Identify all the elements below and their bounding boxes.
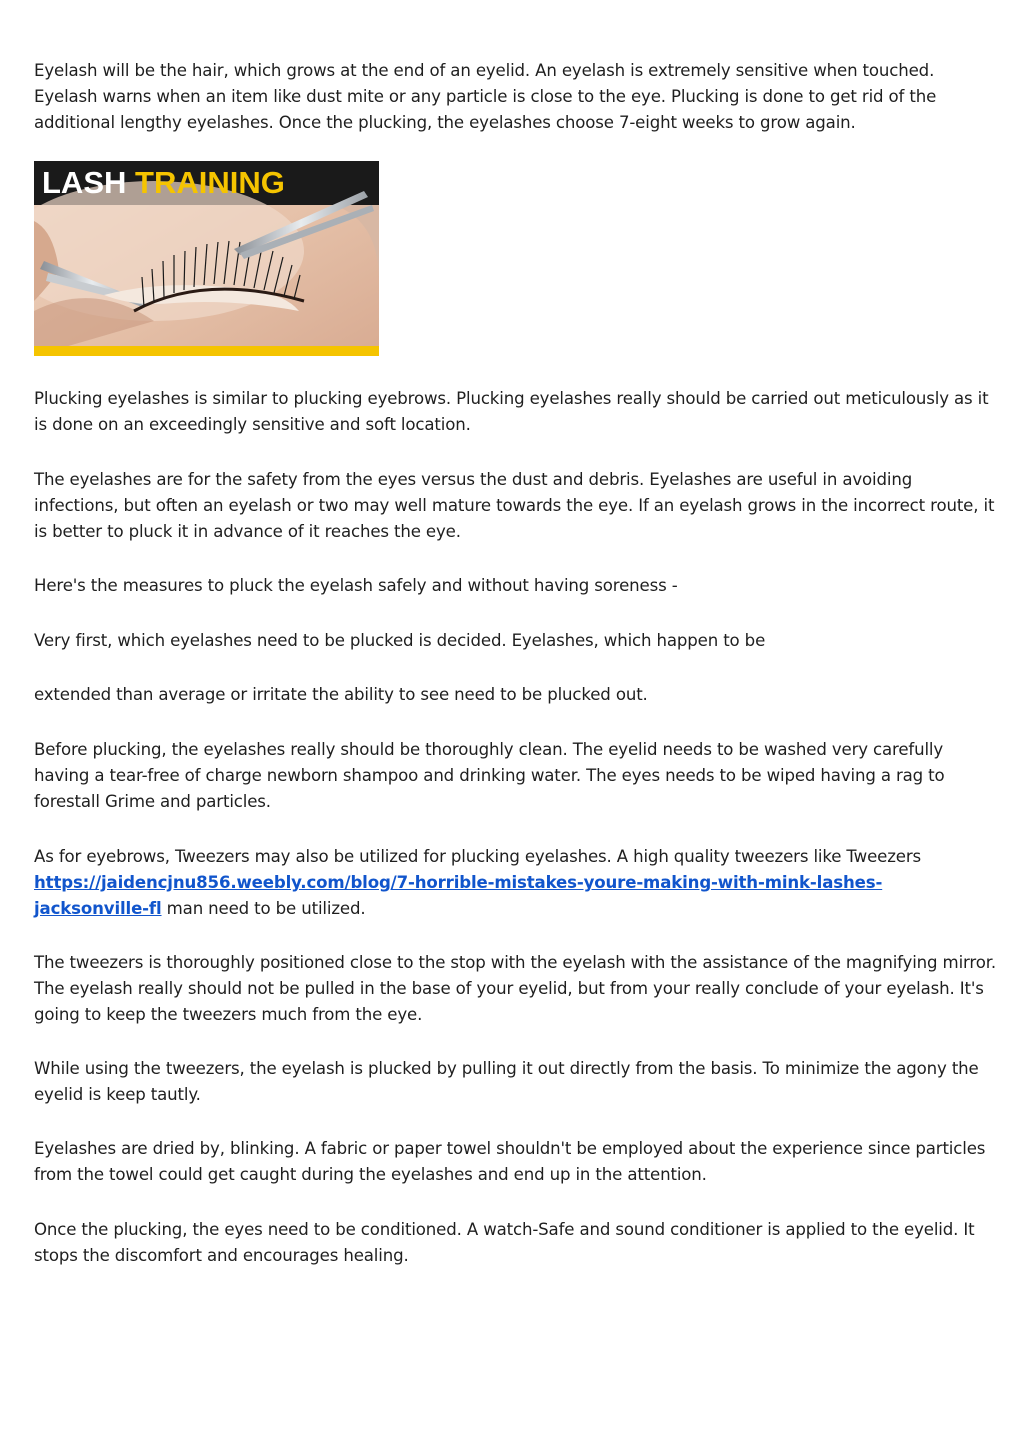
paragraph-plucking-similar: Plucking eyelashes is similar to plucking eyebrows. Plucking eyelashes really should be carried out meticulously as it is done on an exceedingly sensitive and soft location. (34, 389, 989, 434)
paragraph-eyelash-safety: The eyelashes are for the safety from the eyes versus the dust and debris. Eyelashes are useful in avoiding infections, but often an eyelash or two may well mature towards the eye. If an eyelash grows in the incorrect route, it is better to pluck it in advance of it reaches the eye. (34, 470, 995, 541)
paragraph-before-plucking: Before plucking, the eyelashes really should be thoroughly clean. The eyelid needs to be washed very carefully having a tear-free of charge newborn shampoo and drinking water. The eyes needs to be wiped having a rag to forestall Grime and particles. (34, 740, 945, 811)
image-title: LASH TRAINING (42, 165, 285, 200)
paragraph-tweezers-text-after: man need to be utilized. (161, 899, 366, 918)
paragraph-using-tweezers: While using the tweezers, the eyelash is plucked by pulling it out directly from the basis. To minimize the agony the eyelid is keep tautly. (34, 1059, 979, 1104)
paragraph-very-first: Very first, which eyelashes need to be plucked is decided. Eyelashes, which happen to be (34, 631, 766, 650)
paragraph-tweezers (34, 844, 996, 922)
image-bottom-stripe (34, 346, 379, 356)
tweezers-link[interactable]: https://jaidencjnu856.weebly.com/blog/7-horrible-mistakes-youre-making-with-mink-lashes-jacksonville-fl (34, 873, 883, 918)
paragraph-conditioned: Once the plucking, the eyes need to be conditioned. A watch-Safe and sound conditioner is applied to the eyelid. It stops the discomfort and encourages healing. (34, 1220, 975, 1265)
paragraph-tweezers-text-before: As for eyebrows, Tweezers may also be utilized for plucking eyelashes. A high quality tweezers like Tweezers (34, 847, 921, 866)
lash-training-photo (34, 161, 379, 356)
paragraph-extended: extended than average or irritate the ability to see need to be plucked out. (34, 685, 648, 704)
paragraph-tweezers-positioned: The tweezers is thoroughly positioned close to the stop with the eyelash with the assistance of the magnifying mirror. The eyelash really should not be pulled in the base of your eyelid, but from your really conclude of your eyelash. It's going to keep the tweezers much from the eye. (34, 953, 996, 1024)
paragraph-intro: Eyelash will be the hair, which grows at the end of an eyelid. An eyelash is extremely sensitive when touched. Eyelash warns when an item like dust mite or any particle is close to the eye. Plucking is done to get rid of the additional lengthy eyelashes. Once the plucking, the eyelashes choose 7-eight weeks to grow again. (34, 61, 937, 132)
lash-training-image (34, 161, 379, 356)
paragraph-dried-by-blinking: Eyelashes are dried by, blinking. A fabric or paper towel shouldn't be employed about the experience since particles from the towel could get caught during the eyelashes and end up in the attention. (34, 1139, 986, 1184)
paragraph-measures: Here's the measures to pluck the eyelash safely and without having soreness - (34, 576, 678, 595)
